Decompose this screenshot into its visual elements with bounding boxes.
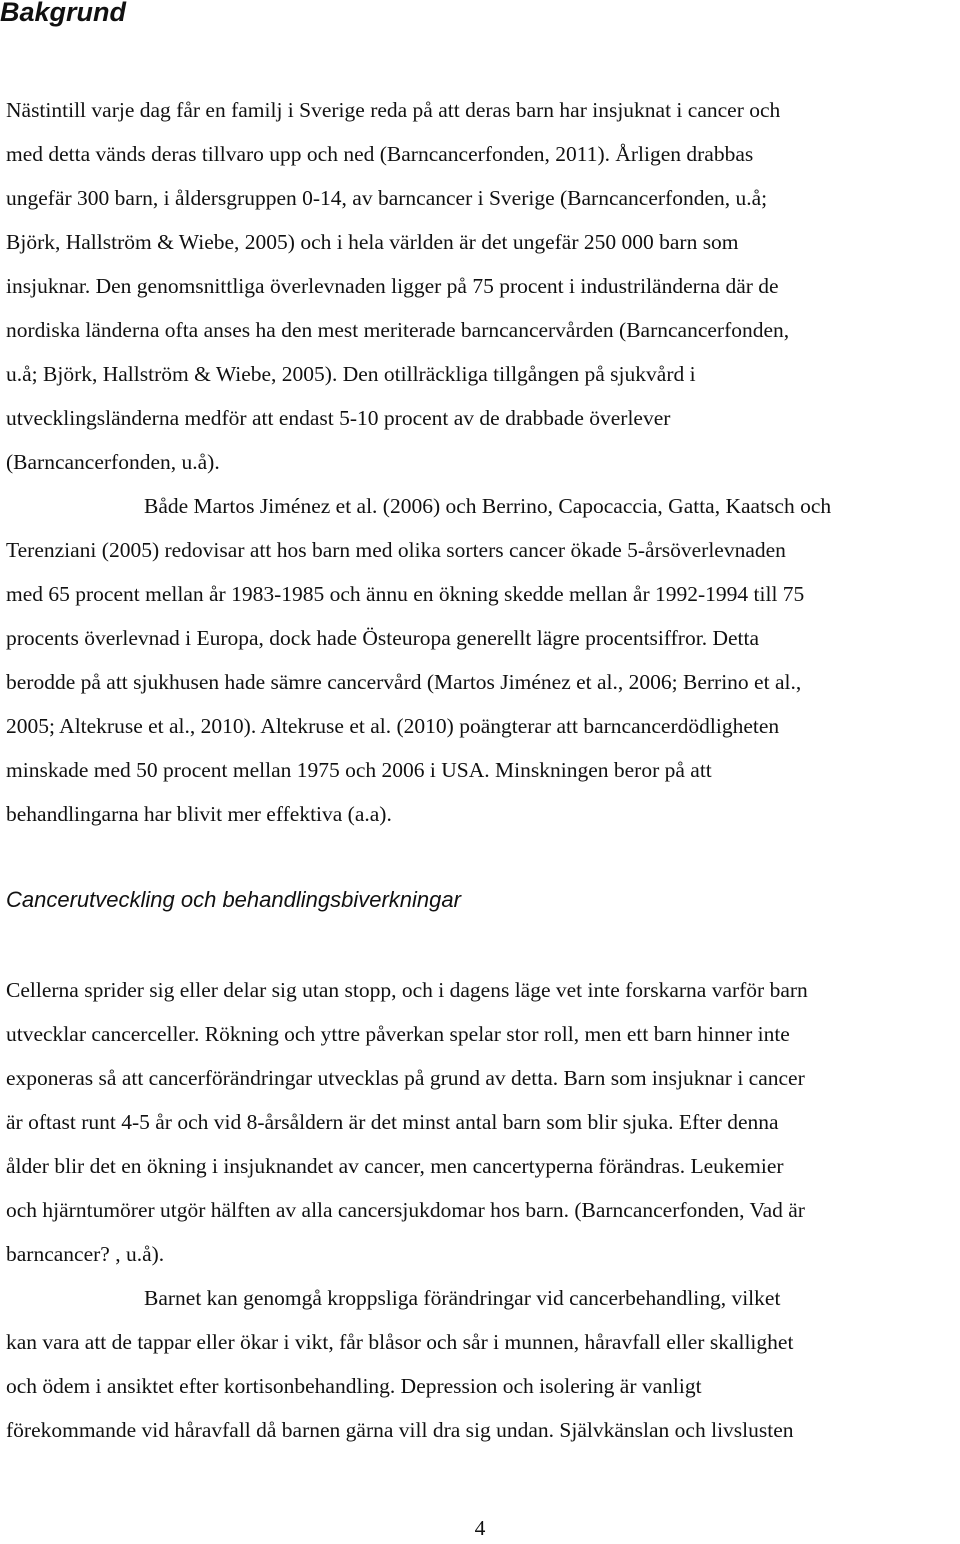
text-line: med detta vänds deras tillvaro upp och ned (Barncancerfonden, 2011). Årligen drabbas	[6, 142, 754, 166]
text-line: nordiska länderna ofta anses ha den mest meriterade barncancervården (Barncancerfonden,	[6, 318, 790, 342]
text-line: 2005; Altekruse et al., 2010). Altekruse et al. (2010) poängterar att barncancerdödligheten	[6, 714, 780, 738]
text-line: insjuknar. Den genomsnittliga överlevnaden ligger på 75 procent i industriländerna där de	[6, 274, 779, 298]
text-line: Nästintill varje dag får en familj i Sverige reda på att deras barn har insjuknat i cancer och	[6, 98, 781, 122]
text-line: kan vara att de tappar eller ökar i vikt, får blåsor och sår i munnen, håravfall eller skallighet	[6, 1330, 794, 1354]
text-line: ungefär 300 barn, i åldersgruppen 0-14, av barncancer i Sverige (Barncancerfonden, u.å;	[6, 186, 768, 210]
text-line: u.å; Björk, Hallström & Wiebe, 2005). Den otillräckliga tillgången på sjukvård i	[6, 362, 696, 386]
text-line: utvecklingsländerna medför att endast 5-10 procent av de drabbade överlever	[6, 406, 671, 430]
text-line: Cellerna sprider sig eller delar sig utan stopp, och i dagens läge vet inte forskarna varför barn	[6, 978, 808, 1002]
page-number: 4	[474, 1516, 486, 1540]
paragraph-bakgrund-1	[6, 88, 960, 484]
text-line: är oftast runt 4-5 år och vid 8-årsåldern är det minst antal barn som blir sjuka. Efter denna	[6, 1110, 779, 1134]
text-line: Barnet kan genomgå kroppsliga förändringar vid cancerbehandling, vilket	[144, 1286, 781, 1310]
text-line: (Barncancerfonden, u.å).	[6, 450, 220, 474]
text-line: procents överlevnad i Europa, dock hade Östeuropa generellt lägre procentsiffror. Detta	[6, 626, 760, 650]
paragraph-bakgrund-2	[6, 484, 960, 836]
text-line: Björk, Hallström & Wiebe, 2005) och i hela världen är det ungefär 250 000 barn som	[6, 230, 739, 254]
text-line: Terenziani (2005) redovisar att hos barn med olika sorters cancer ökade 5-årsöverlevnaden	[6, 538, 786, 562]
text-line: minskade med 50 procent mellan 1975 och 2006 i USA. Minskningen beror på att	[6, 758, 712, 782]
text-line: ålder blir det en ökning i insjuknandet av cancer, men cancertyperna förändras. Leukemier	[6, 1154, 784, 1178]
text-line: och hjärntumörer utgör hälften av alla cancersjukdomar hos barn. (Barncancerfonden, Vad är	[6, 1198, 805, 1222]
text-line: berodde på att sjukhusen hade sämre cancervård (Martos Jiménez et al., 2006; Berrino et al.,	[6, 670, 802, 694]
paragraph-cancerutveckling-1	[6, 968, 960, 1276]
text-line: utvecklar cancerceller. Rökning och yttre påverkan spelar stor roll, men ett barn hinner inte	[6, 1022, 790, 1046]
text-line: Både Martos Jiménez et al. (2006) och Berrino, Capocaccia, Gatta, Kaatsch och	[144, 494, 832, 518]
text-line: exponeras så att cancerförändringar utvecklas på grund av detta. Barn som insjuknar i cancer	[6, 1066, 805, 1090]
paragraph-cancerutveckling-2	[6, 1276, 960, 1452]
text-line: behandlingarna har blivit mer effektiva (a.a).	[6, 802, 392, 826]
text-line: förekommande vid håravfall då barnen gärna vill dra sig undan. Självkänslan och livslusten	[6, 1418, 794, 1442]
section-heading-bakgrund: Bakgrund	[0, 0, 127, 27]
text-line: och ödem i ansiktet efter kortisonbehandling. Depression och isolering är vanligt	[6, 1374, 702, 1398]
text-line: barncancer? , u.å).	[6, 1242, 165, 1266]
section-heading-cancerutveckling: Cancerutveckling och behandlingsbiverkningar	[6, 887, 461, 912]
text-line: med 65 procent mellan år 1983-1985 och ännu en ökning skedde mellan år 1992-1994 till 75	[6, 582, 805, 606]
